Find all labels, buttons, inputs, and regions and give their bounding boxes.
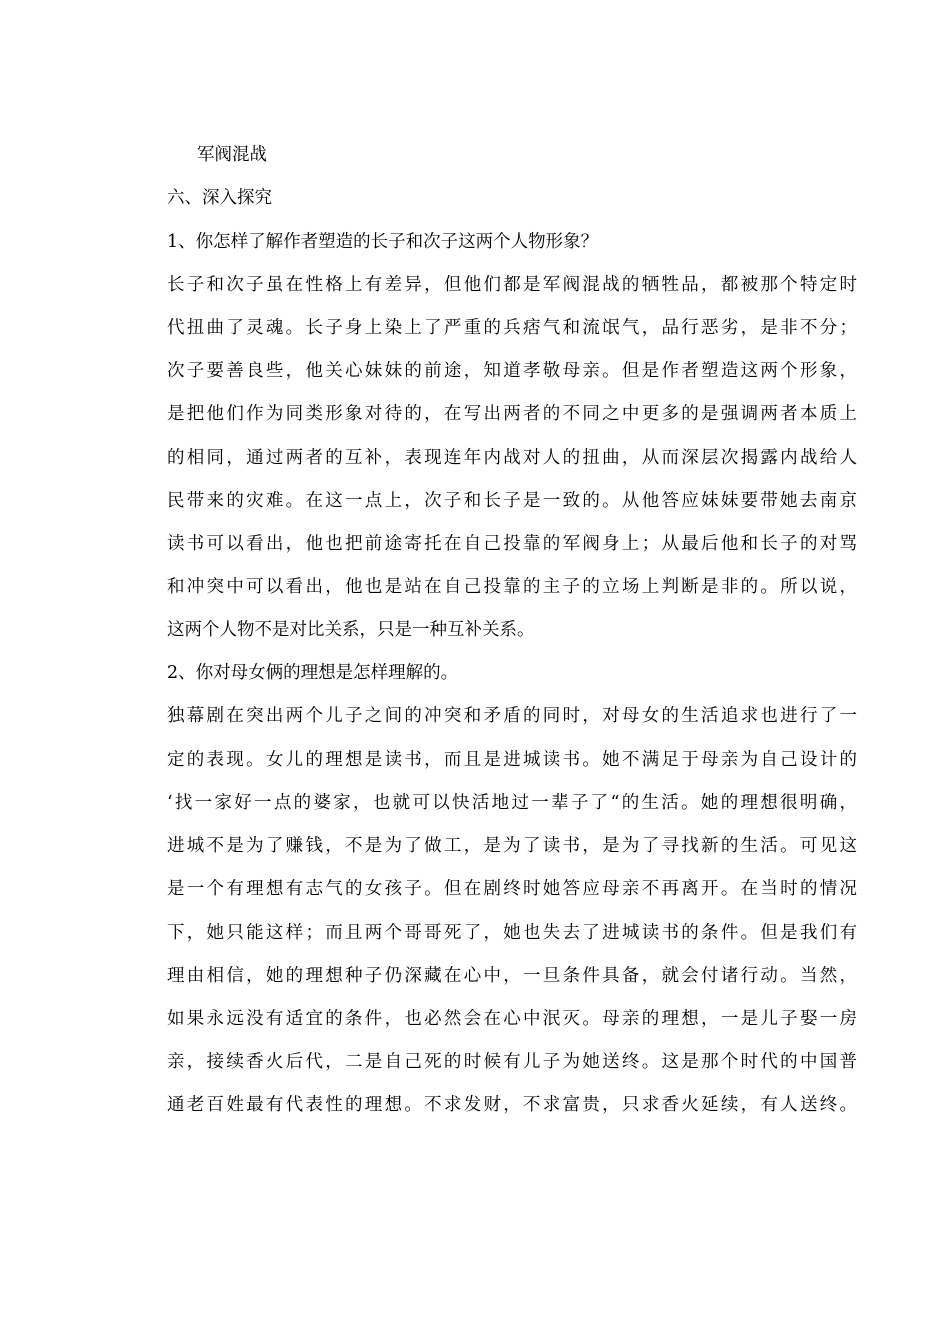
- paragraph-line: 亲，接续香火后代，二是自己死的时候有儿子为她送终。这是那个时代的中国普: [167, 1052, 857, 1072]
- paragraph-line: 是一个有理想有志气的女孩子。但在剧终时她答应母亲不再离开。在当时的情况: [167, 879, 857, 899]
- paragraph-line: 理由相信，她的理想种子仍深藏在心中，一旦条件具备，就会付诸行动。当然，: [167, 966, 857, 986]
- section-heading: 六、深入探究: [167, 188, 272, 208]
- paragraph-line: 进城不是为了赚钱，不是为了做工，是为了读书，是为了寻找新的生活。可见这: [167, 836, 857, 856]
- paragraph-line: 定的表现。女儿的理想是读书，而且是进城读书。她不满足于母亲为自己设计的: [167, 750, 857, 770]
- paragraph-line: 的相同，通过两者的互补，表现连年内战对人的扭曲，从而深层次揭露内战给人: [167, 448, 857, 468]
- paragraph-line: 这两个人物不是对比关系，只是一种互补关系。: [167, 620, 535, 640]
- paragraph-line: 如果永远没有适宜的条件，也必然会在心中泯灭。母亲的理想，一是儿子娶一房: [167, 1009, 857, 1029]
- question-heading: 2、你对母女俩的理想是怎样理解的。: [167, 663, 459, 683]
- paragraph-line: 是把他们作为同类形象对待的，在写出两者的不同之中更多的是强调两者本质上: [167, 404, 857, 424]
- paragraph-line: 读书可以看出，他也把前途寄托在自己投靠的军阀身上；从最后他和长子的对骂: [167, 534, 857, 554]
- question-heading: 1、你怎样了解作者塑造的长子和次子这两个人物形象？: [167, 232, 599, 252]
- paragraph-line: 次子要善良些，他关心妹妹的前途，知道孝敬母亲。但是作者塑造这两个形象，: [167, 361, 857, 381]
- fragment-line: 军阀混战: [197, 145, 267, 165]
- paragraph-line: 长子和次子虽在性格上有差异，但他们都是军阀混战的牺牲品，都被那个特定时: [167, 275, 857, 295]
- paragraph-line: 民带来的灾难。在这一点上，次子和长子是一致的。从他答应妹妹要带她去南京: [167, 491, 857, 511]
- paragraph-line: 和冲突中可以看出，他也是站在自己投靠的主子的立场上判断是非的。所以说，: [167, 577, 857, 597]
- paragraph-line: 独幕剧在突出两个儿子之间的冲突和矛盾的同时，对母女的生活追求也进行了一: [167, 706, 857, 726]
- paragraph-line: ‘找一家好一点的婆家，也就可以快活地过一辈子了“的生活。她的理想很明确，: [167, 793, 857, 813]
- paragraph-line: 代扭曲了灵魂。长子身上染上了严重的兵痞气和流氓气，品行恶劣，是非不分；: [167, 318, 857, 338]
- paragraph-line: 通老百姓最有代表性的理想。不求发财，不求富贵，只求香火延续，有人送终。: [167, 1095, 857, 1115]
- paragraph-line: 下，她只能这样；而且两个哥哥死了，她也失去了进城读书的条件。但是我们有: [167, 923, 857, 943]
